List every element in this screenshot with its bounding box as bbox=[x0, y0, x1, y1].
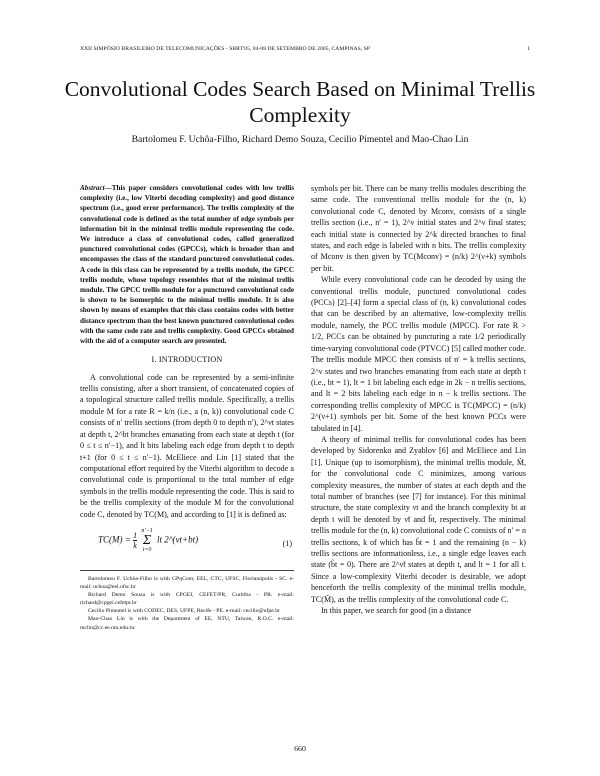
paper-title: Convolutional Codes Search Based on Minimal Trellis Complexity bbox=[64, 77, 536, 127]
right-column bbox=[311, 183, 526, 616]
header-page-mark: 1 bbox=[527, 46, 530, 52]
equation-body bbox=[98, 528, 198, 553]
body-paragraph: A theory of minimal trellis for convolutional codes has been developed by Sidorenko and Zyablov [6] and McEliece and Lin [1]. Unique (up to isomorphism), the minimal trellis module, M̃, for the convolutional code C minimizes, among various complexity measures, the number of states at each depth and the total number of branches (see [7] for instance). For this minimal structure, the state complexity νt and the branch complexity bt at depth t will be denoted by ν̃t and b̃t, respectively. The minimal trellis module for the (n, k) convolutional code C consists of n′ = n trellis sections, k of which has b̃t = 1 and the remaining (n − k) trellis sections are informationless, i.e., a single edge leaves each state (b̃t = 0). There are 2^ν̃t states at depth t, and lt = 1 for all t. Since a low-complexity Viterbi decoder is desirable, we adopt henceforth the trellis complexity of the minimal trellis module, TC(M̃), as the trellis complexity of the convolutional code C. bbox=[311, 434, 526, 604]
abstract bbox=[80, 183, 294, 346]
equation-lhs: TC(M) = bbox=[98, 534, 131, 545]
equation-frac-num: 1 bbox=[133, 530, 138, 540]
left-column bbox=[80, 183, 294, 632]
summation bbox=[141, 528, 152, 553]
sum-upper: n′−1 bbox=[141, 527, 153, 534]
footnote: Cecilio Pimentel is with CODEC, DES, UFPE, Recife - PE. e-mail: cecilio@ufpe.br bbox=[88, 608, 280, 615]
footnote: Bartolomeu F. Uchôa-Filho is with GPqCom, EEL, CTC, UFSC, Florianópolis - SC. e-mail: uchoa@eel.ufsc.br bbox=[80, 575, 294, 591]
author-list: Bartolomeu F. Uchôa-Filho, Richard Demo Souza, Cecilio Pimentel and Mao-Chao Lin bbox=[131, 134, 469, 145]
equation-frac-den: k bbox=[133, 540, 137, 550]
running-header bbox=[80, 46, 530, 52]
body-paragraph: symbols per bit. There can be many trellis modules describing the same code. The conventional trellis module for the (n, k) convolutional code C, denoted by Mconv, consists of a single trellis section (i.e., n′ = 1), 2^ν initial states and 2^ν final states; each initial state is connected by 2^k directed branches to final states, and each edge is labeled with n bits. The trellis complexity of Mconv is then given by TC(Mconv) = (n/k) 2^(ν+k) symbols per bit. bbox=[311, 184, 526, 273]
page-number: 660 bbox=[294, 744, 306, 753]
equation-term: lt 2^(νt+bt) bbox=[156, 534, 199, 545]
equation-fraction bbox=[133, 531, 137, 550]
footnotes bbox=[80, 570, 294, 632]
body-paragraph: While every convolutional code can be decoded by using the conventional trellis module, punctured convolutional codes (PCCs) [2]–[4] form a special class of (n, k) convolutional codes that can be described by an alternative, low-complexity trellis module, namely, the PCC trellis module (MPCC). For rate R > 1/2, PCCs can be obtained by puncturing a rate 1/2 periodically time-varying convolutional code (PTVCC) [5] called mother code. The trellis module MPCC then consists of n′ = k trellis sections, 2^ν states and two branches emanating from each state at depth t (i.e., bt = 1), lt = 1 bit labeling each edge in 2k − n trellis sections, and lt = 2 bits labeling each edge in n − k trellis sections. The corresponding trellis complexity of MPCC is TC(MPCC) = (n/k) 2^(ν+1) symbols per bit. Some of the best known PCCs were tabulated in [4]. bbox=[311, 275, 526, 433]
footnote: Mao-Chao Lin is with the Department of EE, NTU, Taiwan, R.O.C. e-mail: mclin@cc.ee.ntu.edu.tw bbox=[80, 616, 294, 631]
section-heading: I. INTRODUCTION bbox=[151, 355, 223, 365]
footnote: Richard Demo Souza is with CPGEI, CEFET/PR, Curitiba - PR. e-mail: richard@cpgei.cefetpr.br bbox=[80, 592, 294, 607]
abstract-text: —This paper considers convolutional codes with low trellis complexity (i.e., low Viterbi decoding complexity) and good distance spectrum (i.e., good error performance). The trellis complexity of the convolutional code is defined as the total number of edge symbols per information bit in the minimal trellis module representing the code. We introduce a class of convolutional codes, called generalized punctured convolutional codes (GPCCs), which is broader than and encompasses the class of the standard punctured convolutional codes. A code in this class can be represented by a trellis module, the GPCC trellis module, whose topology resembles that of the minimal trellis module. The GPCC trellis module for a punctured convolutional code is shown to be isomorphic to the minimal trellis module. It is also shown by means of examples that this class contains codes with better distance spectrum than the best known punctured convolutional codes with the same code rate and trellis complexity. Good GPCCs obtained with the aid of a computer search are presented. bbox=[80, 184, 294, 346]
abstract-label: Abstract bbox=[80, 184, 105, 192]
body-paragraph: In this paper, we search for good (in a distance bbox=[321, 606, 472, 616]
intro-paragraph: A convolutional code can be represented by a semi-infinite trellis consisting, after a short transient, of concatenated copies of a topological structure called trellis module. Specifically, a trellis module M for a rate R = k/n (i.e., a (n, k)) convolutional code C consists of n′ trellis sections (from depth 0 to depth n′), 2^νt states at depth t, 2^bt branches emanating from each state at depth t (for 0 ≤ t ≤ n′−1), and lt bits labeling each edge from depth t to depth t+1 (for 0 ≤ t ≤ n′−1). McEliece and Lin [1] stated that the computational effort required by the Viterbi algorithm to decode a convolutional code is proportional to the total number of edge symbols in the trellis module representing the code. This is said to be the trellis complexity of the module M for the convolutional code C, denoted by TC(M), and according to [1] it is defined as: bbox=[80, 372, 294, 519]
sigma-symbol: Σ bbox=[142, 532, 152, 548]
equation-number: (1) bbox=[282, 538, 292, 548]
sum-lower: t=0 bbox=[142, 546, 152, 553]
equation-1 bbox=[80, 524, 294, 564]
running-header-text: XXII SIMPÓSIO BRASILEIRO DE TELECOMUNICAÇÕES - SBRT'05, 04-08 DE SETEMBRO DE 2005, CAMPINAS, SP bbox=[80, 46, 370, 52]
